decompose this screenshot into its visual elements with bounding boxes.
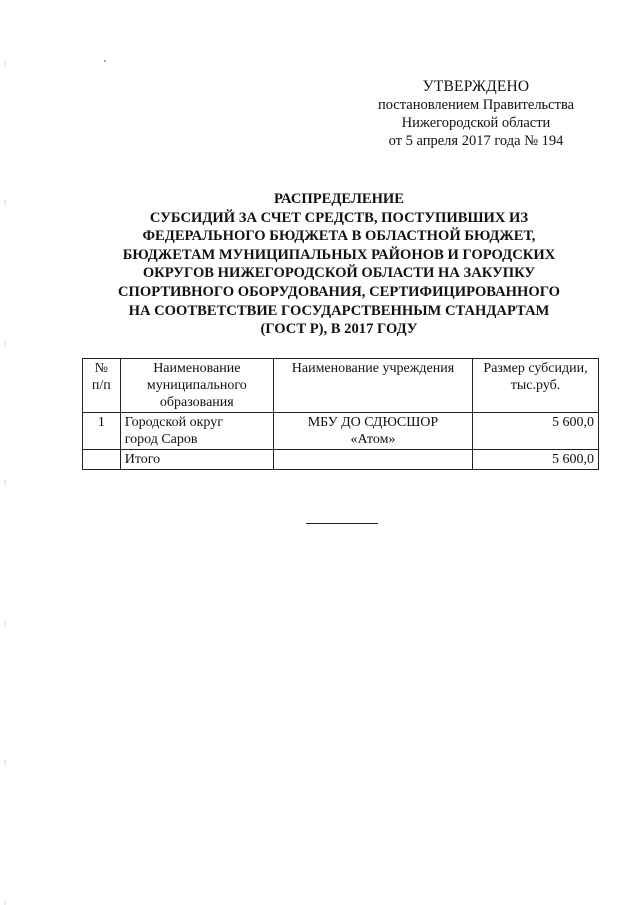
row-institution: МБУ ДО СДЮСШОР «Атом» (273, 413, 472, 450)
scan-edge-artifact (4, 0, 6, 905)
approval-line: от 5 апреля 2017 года № 194 (388, 133, 564, 149)
header-municipality: Наименование муниципального образования (120, 359, 273, 413)
document-title-line: СПОРТИВНОГО ОБОРУДОВАНИЯ, СЕРТИФИЦИРОВАННОГО (117, 283, 560, 300)
approval-line: постановлением Правительства (377, 97, 575, 113)
document-title-line: СУБСИДИЙ ЗА СЧЕТ СРЕДСТВ, ПОСТУПИВШИХ ИЗ (149, 209, 529, 226)
subsidy-table (82, 358, 599, 470)
document-title-line: ОКРУГОВ НИЖЕГОРОДСКОЙ ОБЛАСТИ НА ЗАКУПКУ (142, 265, 536, 282)
document-title (95, 190, 583, 339)
approval-stamp (340, 78, 612, 150)
table-row (83, 413, 599, 450)
table-total-row (83, 450, 599, 470)
total-subsidy: 5 600,0 (473, 450, 599, 470)
document-title-line: НА СООТВЕТСТВИЕ ГОСУДАРСТВЕННЫМ СТАНДАРТАМ (128, 302, 550, 319)
document-title-line: БЮДЖЕТАМ МУНИЦИПАЛЬНЫХ РАЙОНОВ И ГОРОДСКИХ (122, 246, 556, 263)
approval-line: Нижегородской области (401, 115, 551, 131)
scan-speck (104, 60, 106, 62)
document-title-line: РАСПРЕДЕЛЕНИЕ (273, 191, 405, 207)
approval-title: УТВЕРЖДЕНО (422, 78, 530, 95)
row-municipality: Городской округ город Саров (120, 413, 273, 450)
table-header-row (83, 359, 599, 413)
total-number-empty (83, 450, 121, 470)
header-institution: Наименование учреждения (273, 359, 472, 413)
document-title-line: (ГОСТ Р), В 2017 ГОДУ (260, 321, 418, 338)
document-title-line: ФЕДЕРАЛЬНОГО БЮДЖЕТА В ОБЛАСТНОЙ БЮДЖЕТ, (142, 228, 536, 245)
header-subsidy: Размер субсидии, тыс.руб. (473, 359, 599, 413)
row-number: 1 (83, 413, 121, 450)
end-divider (306, 523, 378, 524)
row-subsidy: 5 600,0 (473, 413, 599, 450)
header-number: № п/п (83, 359, 121, 413)
total-institution-empty (273, 450, 472, 470)
total-label: Итого (120, 450, 273, 470)
